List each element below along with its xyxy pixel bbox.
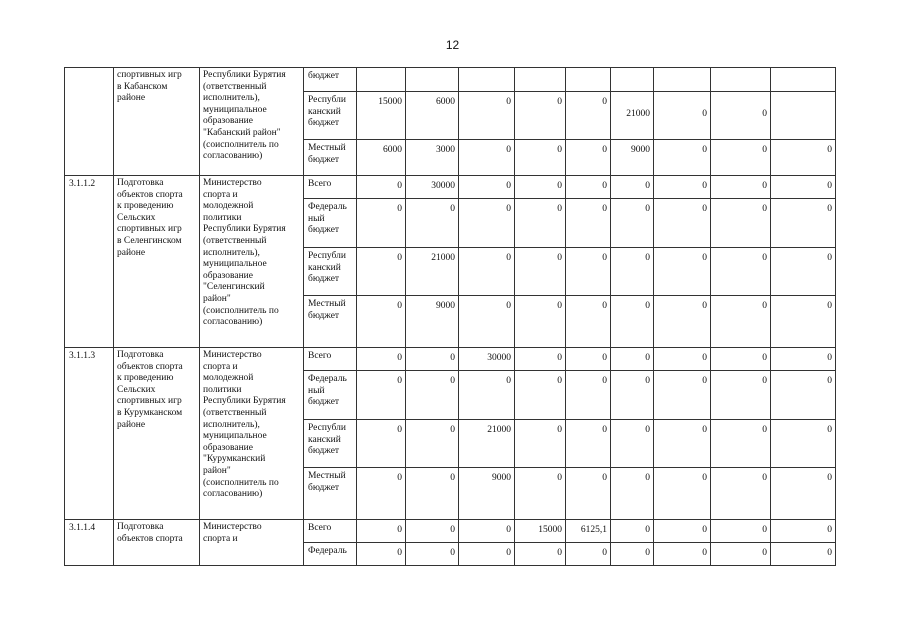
executor-line: молодежной [203,201,254,212]
executor-line: образование [203,270,253,281]
item-code: 3.1.1.3 [69,351,96,361]
executor-line: (ответственный [203,235,267,246]
executor-line: муниципальное [203,104,267,115]
value-cell: 0 [406,199,459,248]
funding-source-cell [304,248,357,296]
item-name-cell [114,520,200,566]
executor-line: образование [203,116,253,127]
value-cell: 0 [654,248,711,296]
value-cell: 0 [459,543,515,566]
item-name-line: Подготовка [117,178,164,188]
funding-source-cell [304,176,357,199]
value-cell: 0 [654,176,711,199]
value-cell: 0 [515,248,566,296]
value-cell: 0 [515,348,566,371]
item-name-line: районе [117,93,146,104]
value-cell: 0 [711,348,771,371]
value-cell: 0 [711,176,771,199]
value-cell: 0 [357,199,406,248]
executor-line: район" [203,465,231,476]
value-cell: 0 [406,468,459,520]
value-cell: 0 [711,199,771,248]
funding-source-line: бюджет [308,310,340,321]
executor-line: Республики Бурятия [203,70,286,80]
table-row [65,520,836,543]
executor-line: Министерство [203,350,262,360]
value-cell: 0 [711,248,771,296]
item-name-cell [114,68,200,176]
funding-source-line: ный [308,385,325,396]
value-cell: 0 [654,468,711,520]
executor-line: политики [203,212,242,223]
value-cell: 0 [711,140,771,176]
item-name-line: к проведению [117,201,174,212]
value-cell: 21000 [459,420,515,468]
value-cell: 0 [459,248,515,296]
value-cell: 0 [357,176,406,199]
value-cell: 0 [566,140,611,176]
value-cell [771,68,836,92]
value-cell: 0 [357,420,406,468]
executor-line: (соисполнитель по [203,477,279,488]
funding-source-line: бюджет [308,225,340,236]
executor-line: спорта и [203,533,238,544]
value-cell: 0 [611,371,654,420]
funding-source-line: Всего [308,179,332,189]
executor-cell [200,348,304,520]
value-cell: 0 [515,371,566,420]
value-cell: 0 [711,520,771,543]
funding-source-line: бюджет [308,118,340,129]
executor-line: согласованию) [203,151,263,162]
value-cell: 30000 [406,176,459,199]
table-row-continued [65,68,836,92]
value-cell: 0 [459,371,515,420]
item-name-line: объектов спорта [117,361,183,372]
value-cell: 0 [654,140,711,176]
executor-line: "Кабанский район" [203,127,281,138]
value-cell: 0 [711,468,771,520]
executor-line: муниципальное [203,431,267,442]
executor-line: (соисполнитель по [203,139,279,150]
item-name-cell [114,176,200,348]
executor-line: исполнитель), [203,419,260,430]
value-cell: 0 [771,296,836,348]
value-cell [515,68,566,92]
value-cell [771,92,836,140]
value-cell: 0 [566,468,611,520]
value-cell: 0 [771,348,836,371]
executor-line: спорта и [203,361,238,372]
value-cell: 0 [771,543,836,566]
item-name-line: к проведению [117,373,174,384]
funding-source-cell [304,140,357,176]
funding-source-line: Федераль [308,202,347,212]
executor-line: исполнитель), [203,247,260,258]
value-cell: 0 [406,371,459,420]
value-cell: 0 [611,420,654,468]
value-cell: 6000 [406,92,459,140]
item-name-line: объектов спорта [117,189,183,200]
value-cell: 3000 [406,140,459,176]
executor-cell [200,68,304,176]
item-code-cell [65,520,114,566]
item-code-cell [65,176,114,348]
item-code-cell [65,348,114,520]
funding-source-line: бюджет [308,154,340,165]
value-cell: 0 [515,199,566,248]
value-cell: 0 [771,520,836,543]
executor-line: молодежной [203,373,254,384]
value-cell: 21000 [611,92,654,140]
item-name-cell [114,348,200,520]
funding-source-line: бюджет [308,446,340,457]
funding-source-line: канский [308,106,341,117]
funding-source-cell [304,420,357,468]
executor-line: (ответственный [203,407,267,418]
item-name-line: Подготовка [117,350,164,360]
value-cell: 0 [611,199,654,248]
funding-source-line: Всего [308,523,332,533]
value-cell: 0 [611,520,654,543]
value-cell: 0 [357,348,406,371]
value-cell: 0 [711,296,771,348]
executor-line: Министерство [203,178,262,188]
executor-line: согласованию) [203,317,263,328]
funding-source-line: Местный [308,143,346,153]
funding-source-line: ный [308,213,325,224]
value-cell: 9000 [611,140,654,176]
value-cell: 0 [566,199,611,248]
value-cell: 0 [711,420,771,468]
value-cell [566,68,611,92]
value-cell [654,68,711,92]
funding-source-line: бюджет [308,274,340,285]
item-name-line: в Курумканском [117,407,183,418]
value-cell: 30000 [459,348,515,371]
funding-source-line: канский [308,434,341,445]
value-cell: 0 [515,296,566,348]
value-cell: 0 [515,176,566,199]
item-name-line: районе [117,419,146,430]
funding-source-cell [304,348,357,371]
funding-source-cell [304,468,357,520]
item-name-line: в Селенгинском [117,235,182,246]
funding-source-line: Федераль [308,374,347,384]
value-cell: 0 [406,348,459,371]
value-cell: 0 [566,92,611,140]
funding-source-cell [304,68,357,92]
value-cell: 0 [771,468,836,520]
value-cell: 0 [406,543,459,566]
value-cell: 0 [654,92,711,140]
value-cell: 0 [654,520,711,543]
item-name-line: Сельских [117,384,156,395]
value-cell: 0 [357,543,406,566]
value-cell: 0 [654,543,711,566]
value-cell: 0 [406,420,459,468]
value-cell: 0 [611,296,654,348]
value-cell: 21000 [406,248,459,296]
value-cell: 0 [515,140,566,176]
item-name-line: спортивных игр [117,224,182,235]
value-cell [406,68,459,92]
value-cell: 0 [357,296,406,348]
value-cell: 0 [654,420,711,468]
item-name-line: спортивных игр [117,70,182,80]
funding-source-line: бюджет [308,71,340,81]
value-cell: 0 [654,348,711,371]
value-cell: 0 [711,543,771,566]
value-cell: 0 [771,371,836,420]
value-cell: 0 [515,420,566,468]
value-cell: 0 [515,92,566,140]
executor-line: Республики Бурятия [203,396,286,407]
value-cell: 6000 [357,140,406,176]
value-cell: 0 [771,199,836,248]
executor-line: (соисполнитель по [203,305,279,316]
value-cell: 0 [711,371,771,420]
value-cell: 0 [459,520,515,543]
value-cell: 0 [611,543,654,566]
item-name-line: объектов спорта [117,533,183,544]
executor-line: образование [203,442,253,453]
funding-source-line: канский [308,262,341,273]
funding-source-line: Местный [308,299,346,309]
value-cell: 0 [357,371,406,420]
executor-cell [200,176,304,348]
program-table [64,67,836,566]
value-cell: 0 [357,468,406,520]
value-cell [357,68,406,92]
value-cell: 15000 [515,520,566,543]
item-name-line: Сельских [117,212,156,223]
executor-line: согласованию) [203,489,263,500]
funding-source-line: Республи [308,95,346,105]
item-code: 3.1.1.4 [69,523,96,533]
executor-line: "Курумканский [203,454,266,465]
funding-source-cell [304,520,357,543]
value-cell: 9000 [459,468,515,520]
executor-line: Министерство [203,522,262,532]
value-cell: 0 [515,543,566,566]
value-cell: 0 [406,520,459,543]
executor-line: Республики Бурятия [203,224,286,235]
value-cell: 0 [611,348,654,371]
table-row [65,176,836,199]
item-name-line: в Кабанском [117,81,168,92]
value-cell: 0 [515,468,566,520]
item-code: 3.1.1.2 [69,179,96,189]
value-cell: 0 [771,140,836,176]
funding-source-cell [304,199,357,248]
executor-cell [200,520,304,566]
value-cell: 6125,1 [566,520,611,543]
value-cell: 0 [654,371,711,420]
value-cell: 0 [459,199,515,248]
value-cell: 0 [566,296,611,348]
table-row [65,348,836,371]
value-cell: 0 [459,140,515,176]
value-cell: 0 [566,543,611,566]
value-cell [711,68,771,92]
value-cell: 9000 [406,296,459,348]
value-cell: 0 [566,371,611,420]
item-name-line: районе [117,247,146,258]
value-cell [459,68,515,92]
funding-source-line: Республи [308,423,346,433]
value-cell: 15000 [357,92,406,140]
value-cell: 0 [357,248,406,296]
item-name-line: Подготовка [117,522,164,532]
value-cell: 0 [771,248,836,296]
value-cell: 0 [566,348,611,371]
funding-source-cell [304,296,357,348]
executor-line: "Селенгинский [203,282,265,293]
executor-line: политики [203,384,242,395]
funding-source-cell [304,92,357,140]
executor-line: муниципальное [203,259,267,270]
funding-source-line: Федераль [308,546,347,556]
value-cell: 0 [771,176,836,199]
value-cell: 0 [566,176,611,199]
item-code-cell [65,68,114,176]
value-cell: 0 [711,92,771,140]
value-cell: 0 [566,420,611,468]
executor-line: спорта и [203,189,238,200]
funding-source-line: Всего [308,351,332,361]
funding-source-line: бюджет [308,397,340,408]
executor-line: исполнитель), [203,93,260,104]
page-number: 12 [445,38,460,52]
value-cell: 0 [611,248,654,296]
funding-source-line: бюджет [308,482,340,493]
value-cell: 0 [654,296,711,348]
value-cell: 0 [459,92,515,140]
value-cell: 0 [611,468,654,520]
funding-source-cell [304,543,357,566]
funding-source-line: Местный [308,471,346,481]
item-name-line: спортивных игр [117,396,182,407]
executor-line: район" [203,293,231,304]
value-cell: 0 [357,520,406,543]
value-cell: 0 [611,176,654,199]
value-cell: 0 [566,248,611,296]
value-cell: 0 [771,420,836,468]
value-cell: 0 [459,296,515,348]
funding-source-line: Республи [308,251,346,261]
value-cell [611,68,654,92]
funding-source-cell [304,371,357,420]
value-cell: 0 [654,199,711,248]
executor-line: (ответственный [203,81,267,92]
value-cell: 0 [459,176,515,199]
